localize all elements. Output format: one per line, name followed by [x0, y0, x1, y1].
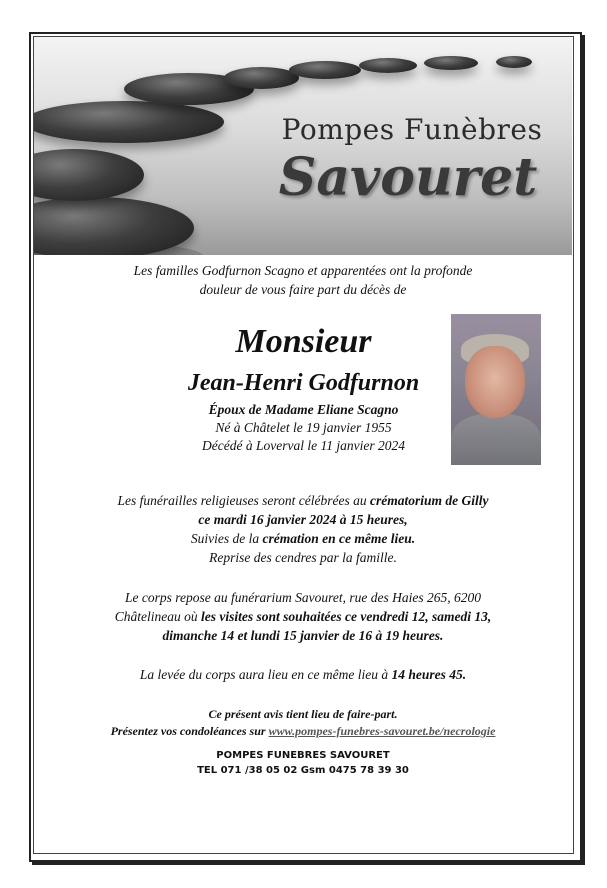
deceased-title: Monsieur [235, 323, 372, 360]
born-line: Né à Châtelet le 19 janvier 1955 [215, 420, 392, 435]
funeral-line4: Reprise des cendres par la famille. [209, 550, 397, 565]
intro-line1: Les familles Godfurnon Scagno et apparentées ont la profonde [133, 263, 473, 278]
brand-line2: Savouret [278, 147, 538, 208]
intro-line2: douleur de vous faire part du décès de [199, 282, 407, 297]
visits-line1: Le corps repose au funérarium Savouret, rue des Haies 265, 6200 [125, 590, 481, 605]
levee-line: La levée du corps aura lieu en ce même lieu à 14 heures 45. [139, 667, 467, 682]
funeral-line1: Les funérailles religieuses seront célébrées au crématorium de Gilly [117, 493, 489, 508]
spouse-line: Époux de Madame Eliane Scagno [208, 402, 399, 417]
visits-line3: dimanche 14 et lundi 15 janvier de 16 à 19 heures. [162, 628, 444, 643]
notice-line2: Présentez vos condoléances sur www.pompes-funebres-savouret.be/necrologie [110, 724, 496, 738]
stone-7 [359, 58, 417, 73]
stone-5 [224, 67, 299, 89]
visits-line2: Châtelineau où les visites sont souhaitées ce vendredi 12, samedi 13, [114, 609, 492, 624]
header-banner [34, 37, 572, 255]
died-line: Décédé à Loverval le 11 janvier 2024 [202, 438, 405, 453]
brand-line1: Pompes Funèbres [281, 113, 543, 146]
condolences-link[interactable]: www.pompes-funebres-savouret.be/necrologie [268, 724, 496, 738]
notice-line1: Ce présent avis tient lieu de faire-part. [208, 707, 398, 721]
stone-8 [424, 56, 478, 70]
stone-2 [34, 149, 144, 201]
funeral-line2: ce mardi 16 janvier 2024 à 15 heures, [198, 512, 408, 527]
deceased-name: Jean-Henri Godfurnon [187, 370, 420, 396]
footer-phone: TEL 071 /38 05 02 Gsm 0475 78 39 30 [197, 765, 409, 776]
stone-3 [34, 101, 224, 143]
stone-1 [34, 197, 194, 255]
stone-6 [289, 61, 361, 79]
stone-9 [496, 56, 532, 68]
footer-company: POMPES FUNEBRES SAVOURET [216, 750, 390, 761]
deceased-portrait [451, 314, 541, 465]
funeral-line3: Suivies de la crémation en ce même lieu. [190, 531, 416, 546]
